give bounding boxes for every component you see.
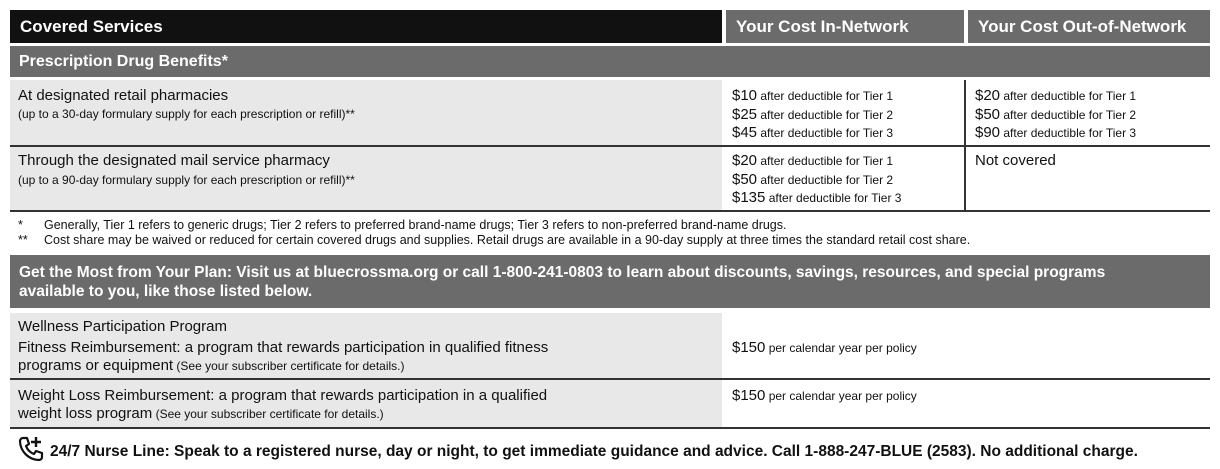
cost-line: $20 after deductible for Tier 1 bbox=[732, 152, 894, 169]
rx-row-2-title: Through the designated mail service pharmacy bbox=[18, 152, 330, 169]
cost-line: $20 after deductible for Tier 1 bbox=[975, 87, 1137, 104]
fitness-cost: $150 per calendar year per policy bbox=[732, 339, 917, 356]
rx-section-title: Prescription Drug Benefits* bbox=[10, 46, 1210, 77]
header-out-of-network: Your Cost Out-of-Network bbox=[968, 10, 1210, 43]
nurse-line-text: 24/7 Nurse Line: Speak to a registered nurse, day or night, to get immediate guidance and advice. Call 1-888-247-BLUE (2583). No additional charge. bbox=[50, 443, 1138, 460]
rx-row-1-in-network bbox=[732, 87, 893, 143]
wellness-title: Wellness Participation Program bbox=[18, 318, 227, 335]
plan-banner-line-1: Get the Most from Your Plan: Visit us at bluecrossma.org or call 1-800-241-0803 to learn about discounts, savings, resources, and special programs bbox=[19, 264, 1106, 281]
plan-banner bbox=[10, 255, 1210, 308]
header-covered-services: Covered Services bbox=[10, 10, 722, 43]
weight-cost: $150 per calendar year per policy bbox=[732, 387, 917, 404]
rx-row-2-in-network bbox=[732, 152, 901, 208]
cost-line: $135 after deductible for Tier 3 bbox=[732, 189, 902, 206]
plan-banner-line-2: available to you, like those listed below. bbox=[19, 283, 313, 300]
rx-row-1-out-network bbox=[975, 87, 1136, 143]
cost-line: $90 after deductible for Tier 3 bbox=[975, 124, 1137, 141]
rx-row-1-subtitle: (up to a 30-day formulary supply for each prescription or refill)** bbox=[18, 107, 355, 121]
phone-plus-icon bbox=[17, 435, 45, 463]
cost-line: $10 after deductible for Tier 1 bbox=[732, 87, 894, 104]
header-in-network: Your Cost In-Network bbox=[726, 10, 964, 43]
rx-row-1-title: At designated retail pharmacies bbox=[18, 87, 229, 104]
rx-footnote-1: * Generally, Tier 1 refers to generic drugs; Tier 2 refers to preferred brand-name drugs; Tier 3 refers to non-preferred brand-name drugs. bbox=[18, 218, 787, 232]
cost-line: $50 after deductible for Tier 2 bbox=[975, 105, 1137, 123]
cost-line: $45 after deductible for Tier 3 bbox=[732, 124, 894, 141]
row-divider bbox=[10, 210, 1210, 212]
rx-footnote-2: ** Cost share may be waived or reduced for certain covered drugs and supplies. Retail drugs are available in a 90-day supply at three times the standard retail cost share. bbox=[18, 233, 971, 247]
column-divider bbox=[964, 80, 966, 210]
rx-row-2-out-network: Not covered bbox=[975, 152, 1056, 169]
weight-line-1: Weight Loss Reimbursement: a program that rewards participation in a qualified bbox=[18, 387, 548, 404]
fitness-line-1: Fitness Reimbursement: a program that rewards participation in qualified fitness bbox=[18, 339, 549, 356]
rx-row-2-subtitle: (up to a 90-day formulary supply for each prescription or refill)** bbox=[18, 173, 355, 187]
weight-line-2: weight loss program (See your subscriber certificate for details.) bbox=[18, 405, 384, 422]
cost-line: $50 after deductible for Tier 2 bbox=[732, 170, 894, 188]
fitness-line-2: programs or equipment (See your subscriber certificate for details.) bbox=[18, 357, 405, 374]
row-divider bbox=[10, 427, 1210, 429]
cost-line: $25 after deductible for Tier 2 bbox=[732, 105, 894, 123]
